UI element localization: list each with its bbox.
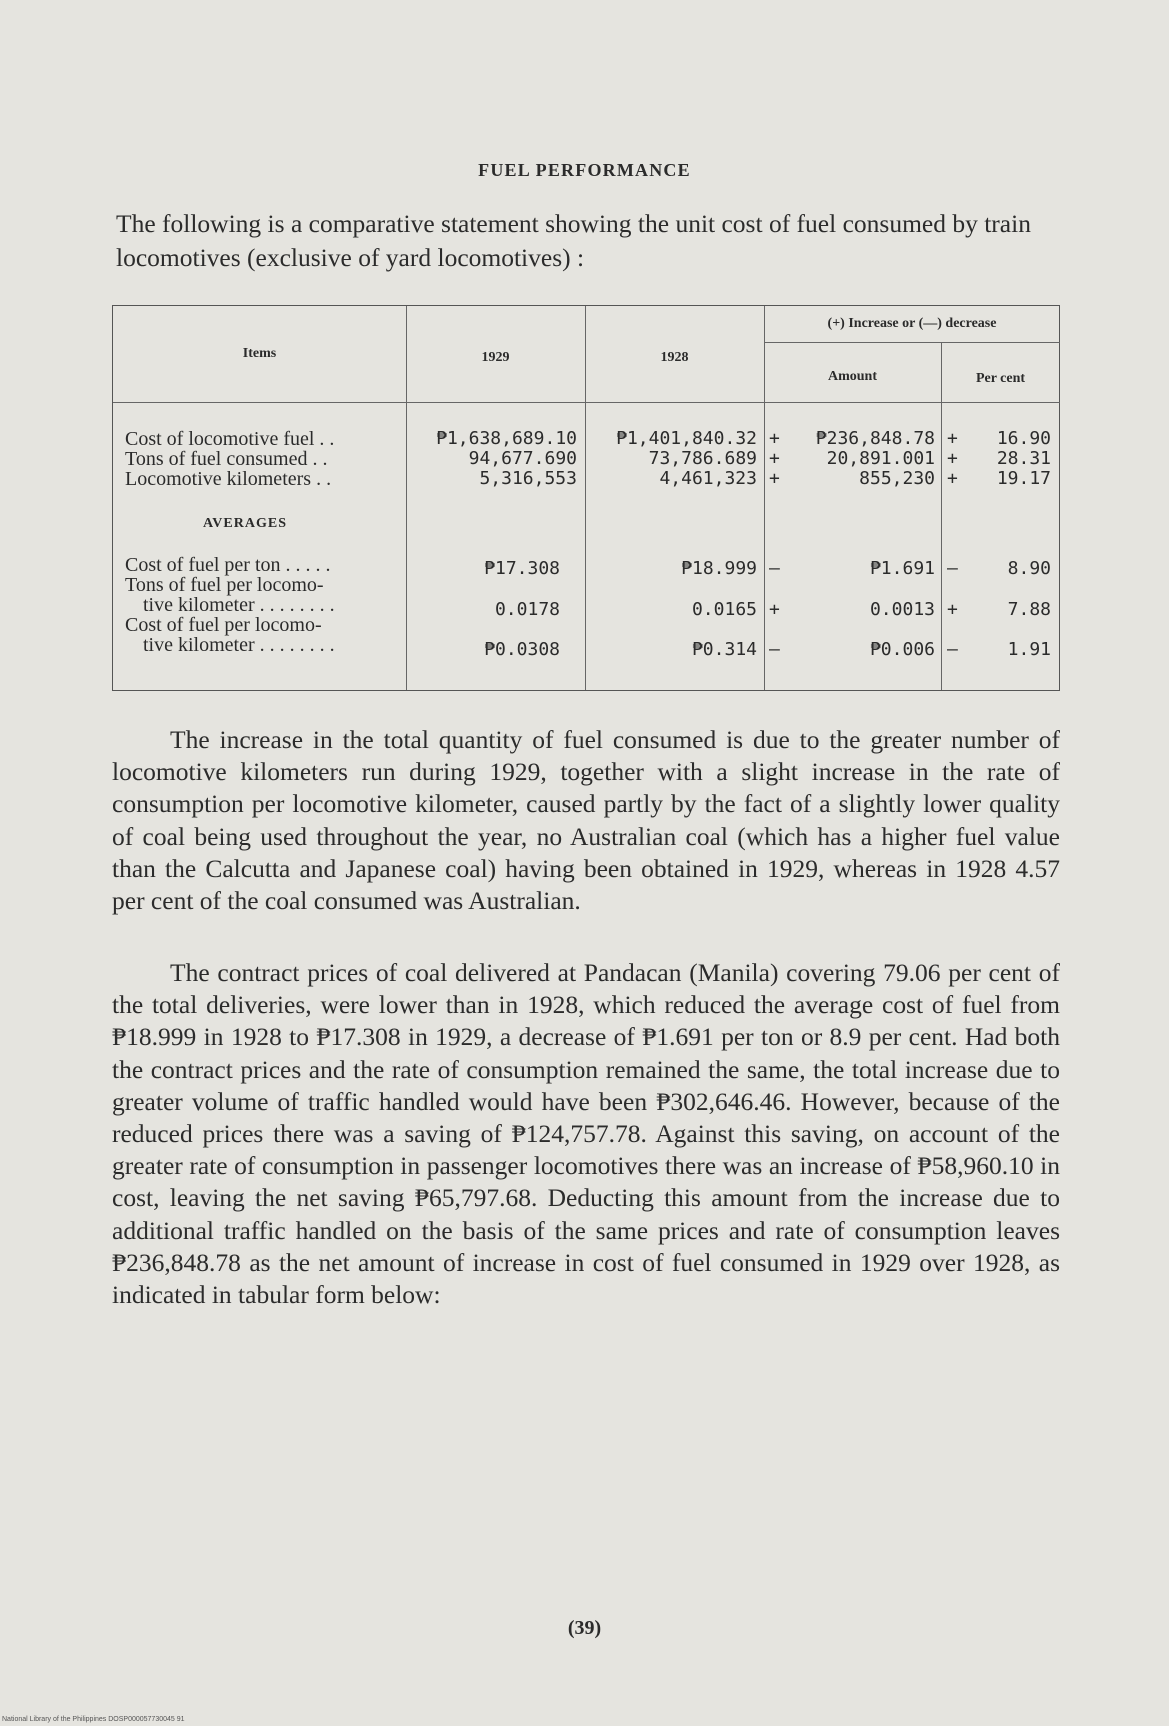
cell-percent: 28.31 [996, 448, 1051, 469]
cell-percent: 19.17 [996, 468, 1051, 489]
avg-sign: — [769, 639, 780, 660]
avg-amount: ₱1.691 [869, 558, 935, 579]
cell-amount: 855,230 [859, 468, 935, 489]
header-1929: 1929 [481, 350, 510, 365]
avg-1928: ₱18.999 [681, 558, 757, 579]
avg-1928: ₱0.314 [691, 639, 757, 660]
intro-paragraph: The following is a comparative statement showing the unit cost of fuel consumed by train locomotives (exclusive of yard locomotives) : [116, 209, 1031, 272]
header-items: Items [242, 346, 277, 361]
cell-1928: 73,786.689 [648, 448, 757, 469]
avg-sign: + [769, 599, 780, 620]
avg-amount: 0.0013 [869, 599, 935, 620]
avg-1928: 0.0165 [691, 599, 757, 620]
avg-psign: — [947, 639, 958, 660]
cell-1929: ₱1,638,689.10 [436, 428, 577, 449]
scan-footer: National Library of the Philippines DOSP000057730045 91 [2, 1716, 185, 1723]
amount-sign: + [769, 428, 780, 449]
avg-sign: — [769, 558, 780, 579]
header-change: (+) Increase or (—) decrease [827, 316, 997, 331]
row-item: Cost of locomotive fuel . . [125, 428, 335, 450]
cell-1928: ₱1,401,840.32 [616, 428, 757, 449]
avg-percent: 1.91 [1007, 639, 1051, 660]
header-percent: Per cent [975, 371, 1026, 386]
avg-1929: ₱0.0308 [484, 639, 560, 660]
avg-psign: — [947, 558, 958, 579]
row-item: Locomotive kilometers . . [125, 468, 332, 490]
avg-item: Tons of fuel per locomo- [125, 574, 324, 596]
fuel-table [112, 305, 1060, 691]
amount-sign: + [769, 448, 780, 469]
row-item: Tons of fuel consumed . . [125, 448, 328, 470]
cell-1929: 94,677.690 [468, 448, 577, 469]
body-paragraph: The contract prices of coal delivered at Pandacan (Manila) covering 79.06 per cent of the total deliveries, were lower than in 1928, which reduced the average cost of fuel from ₱18.999 in 1928 to ₱17.308 in 1929, a decrease of ₱1.691 per ton or 8.9 per cent. Had both the contract prices and the rate of consumption remained the same, the total increase due to greater volume of traffic handled would have been ₱302,646.46. However, because of the reduced prices there was a saving of ₱124,757.78. Against this saving, on account of the greater rate of consumption in passenger locomotives there was an increase of ₱58,960.10 in cost, leaving the net saving ₱65,797.68. Deducting this amount from the increase due to additional traffic handled on the basis of the same prices and rate of consumption leaves ₱236,848.78 as the net amount of increase in cost of fuel consumed in 1929 over 1928, as indicated in tabular form below: [112, 958, 1060, 1310]
avg-1929: 0.0178 [494, 599, 560, 620]
cell-percent: 16.90 [996, 428, 1051, 449]
avg-1929: ₱17.308 [484, 558, 560, 579]
header-amount: Amount [827, 369, 877, 384]
cell-amount: 20,891.001 [826, 448, 935, 469]
avg-item: Cost of fuel per locomo- [125, 614, 322, 636]
avg-percent: 7.88 [1007, 599, 1051, 620]
cell-1928: 4,461,323 [659, 468, 757, 489]
page-number: (39) [567, 1617, 602, 1639]
amount-sign: + [769, 468, 780, 489]
avg-item-cont: tive kilometer . . . . . . . . [143, 634, 335, 656]
averages-label: AVERAGES [203, 516, 287, 531]
avg-percent: 8.90 [1007, 558, 1051, 579]
cell-1929: 5,316,553 [479, 468, 577, 489]
body-paragraph: The increase in the total quantity of fuel consumed is due to the greater number of locomotive kilometers run during 1929, together with a slight increase in the rate of consumption per locomotive kilometer, caused partly by the fact of a slightly lower quality of coal being used throughout the year, no Australian coal (which has a higher fuel value than the Calcutta and Japanese coal) having been obtained in 1929, whereas in 1928 4.57 per cent of the coal consumed was Australian. [112, 725, 1060, 916]
avg-psign: + [947, 599, 958, 620]
percent-sign: + [947, 468, 958, 489]
avg-item: Cost of fuel per ton . . . . . [125, 554, 331, 576]
avg-amount: ₱0.006 [869, 639, 935, 660]
cell-amount: ₱236,848.78 [815, 428, 935, 449]
avg-item-cont: tive kilometer . . . . . . . . [143, 594, 335, 616]
percent-sign: + [947, 448, 958, 469]
percent-sign: + [947, 428, 958, 449]
section-heading: FUEL PERFORMANCE [478, 160, 691, 180]
header-1928: 1928 [660, 350, 689, 365]
